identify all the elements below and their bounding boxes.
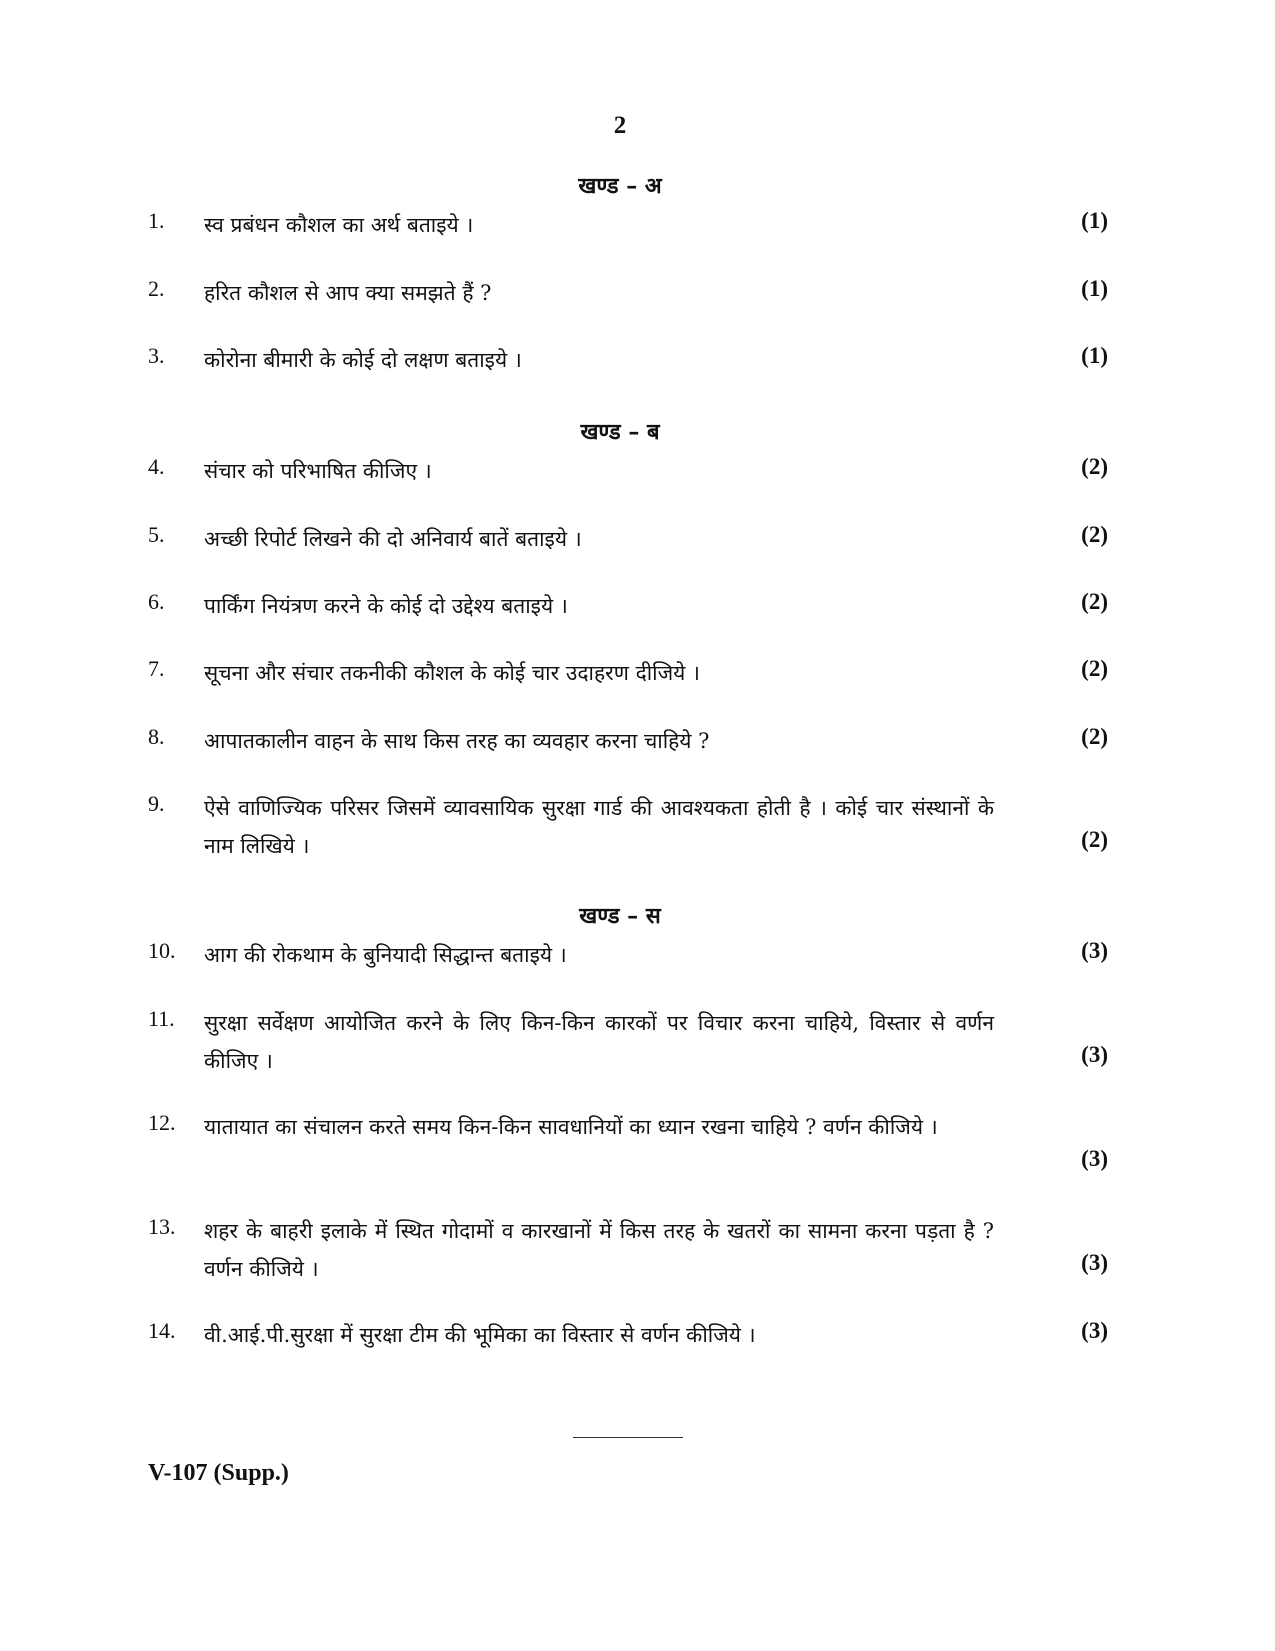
question-text: कोरोना बीमारी के कोई दो लक्षण बताइये ।: [204, 348, 522, 372]
question-marks: (3): [1081, 1146, 1108, 1171]
question-marks: (2): [1081, 589, 1108, 614]
section-heading-a: खण्ड – अ: [578, 173, 662, 199]
question-number: 8.: [148, 724, 165, 749]
page-number: 2: [613, 112, 627, 139]
question-number: 6.: [148, 589, 165, 614]
question-marks: (2): [1081, 724, 1108, 749]
question-marks: (2): [1081, 454, 1108, 479]
question-number: 1.: [148, 208, 165, 233]
question-text: आपातकालीन वाहन के साथ किस तरह का व्यवहार करना चाहिये ?: [204, 729, 710, 753]
question-marks: (3): [1081, 1318, 1108, 1343]
question-marks: (2): [1081, 522, 1108, 547]
question-marks: (3): [1081, 938, 1108, 963]
question-marks: (3): [1081, 1042, 1108, 1067]
section-heading-b: खण्ड – ब: [580, 419, 660, 445]
question-text: सुरक्षा सर्वेक्षण आयोजित करने के लिए किन-किन कारकों पर विचार करना चाहिये, विस्तार से वर्णन कीजिए ।: [204, 1011, 994, 1073]
question-marks: (1): [1081, 343, 1108, 368]
question-text: पार्किंग नियंत्रण करने के कोई दो उद्देश्य बताइये ।: [204, 594, 568, 618]
question-number: 5.: [148, 522, 165, 547]
question-number: 9.: [148, 791, 165, 816]
question-number: 3.: [148, 343, 165, 368]
question-text: यातायात का संचालन करते समय किन-किन सावधानियों का ध्यान रखना चाहिये ? वर्णन कीजिये ।: [204, 1115, 938, 1139]
question-text: शहर के बाहरी इलाके में स्थित गोदामों व कारखानों में किस तरह के खतरों का सामना करना पड़ता है ? वर्णन कीजिये ।: [204, 1219, 994, 1281]
question-number: 10.: [148, 938, 176, 963]
question-number: 4.: [148, 454, 165, 479]
question-number: 11.: [148, 1006, 175, 1031]
question-marks: (2): [1081, 656, 1108, 681]
question-text: ऐसे वाणिज्यिक परिसर जिसमें व्यावसायिक सुरक्षा गार्ड की आवश्यकता होती है । कोई चार संस्थानों के नाम लिखिये ।: [204, 796, 994, 858]
question-marks: (1): [1081, 276, 1108, 301]
question-number: 2.: [148, 276, 165, 301]
paper-code: V-107 (Supp.): [148, 1460, 289, 1486]
question-text: आग की रोकथाम के बुनियादी सिद्धान्त बताइये ।: [204, 943, 567, 967]
question-number: 14.: [148, 1318, 176, 1343]
question-number: 12.: [148, 1110, 176, 1135]
footer-divider: [573, 1437, 683, 1438]
question-marks: (3): [1081, 1250, 1108, 1275]
question-text: संचार को परिभाषित कीजिए ।: [204, 459, 432, 483]
question-text: सूचना और संचार तकनीकी कौशल के कोई चार उदाहरण दीजिये ।: [204, 661, 700, 685]
question-text: वी.आई.पी.सुरक्षा में सुरक्षा टीम की भूमिका का विस्तार से वर्णन कीजिये ।: [204, 1323, 756, 1347]
question-number: 13.: [148, 1214, 176, 1239]
question-text: हरित कौशल से आप क्या समझते हैं ?: [204, 281, 492, 305]
question-text: अच्छी रिपोर्ट लिखने की दो अनिवार्य बातें बताइये ।: [204, 527, 582, 551]
question-number: 7.: [148, 656, 165, 681]
question-text: स्व प्रबंधन कौशल का अर्थ बताइये ।: [204, 213, 474, 237]
question-marks: (2): [1081, 827, 1108, 852]
question-marks: (1): [1081, 208, 1108, 233]
section-heading-c: खण्ड – स: [579, 903, 661, 929]
